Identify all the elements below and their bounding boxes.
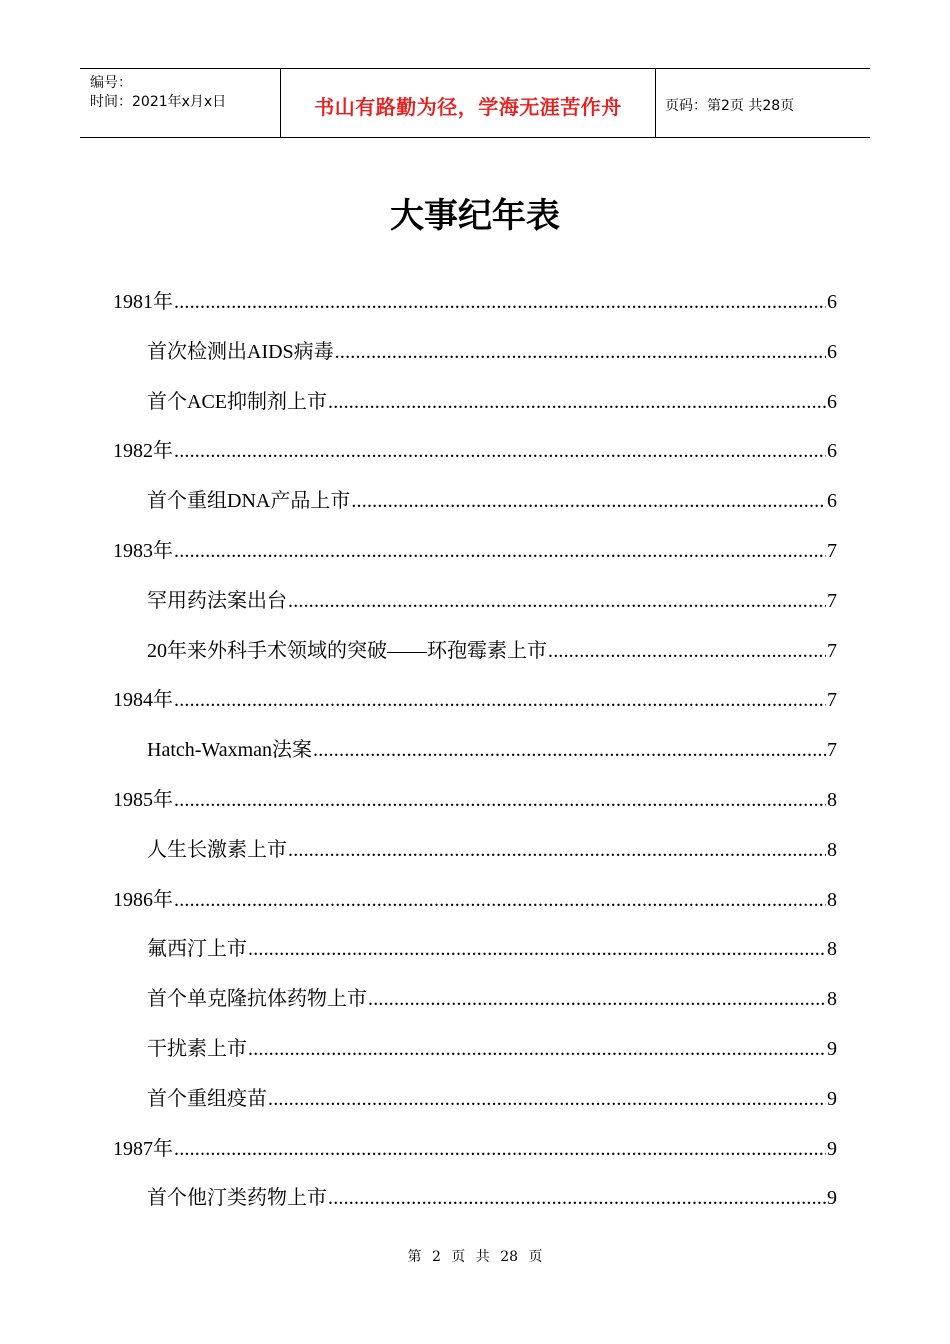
toc-entry[interactable] (147, 931, 837, 961)
toc-leader-dots (174, 888, 826, 912)
toc-entry-page: 6 (827, 440, 837, 463)
toc-entry-page: 6 (827, 490, 837, 513)
toc-leader-dots (313, 738, 826, 762)
toc-entry-page: 8 (827, 938, 837, 961)
toc-leader-dots (548, 639, 826, 663)
toc-entry[interactable] (147, 334, 837, 364)
toc-entry-title: 干扰素上市 (147, 1038, 247, 1060)
page-title: 大事纪年表 (390, 196, 560, 236)
toc-entry-page: 6 (827, 291, 837, 313)
toc-leader-dots (368, 987, 826, 1011)
page-header (80, 68, 870, 138)
toc-entry-page: 9 (827, 1137, 837, 1160)
document-time-label: 时间：2021年x月x日 (90, 94, 227, 110)
toc-entry[interactable] (147, 583, 837, 613)
toc-entry-page: 6 (827, 340, 837, 363)
toc-entry-page: 8 (827, 838, 837, 861)
header-motto-cell (280, 69, 656, 137)
toc-entry-title: 1983年 (113, 540, 173, 562)
toc-leader-dots (328, 1186, 826, 1210)
toc-entry-title: Hatch-Waxman法案 (147, 739, 312, 762)
toc-entry-page: 8 (827, 988, 837, 1011)
toc-leader-dots (174, 290, 826, 314)
toc-entry-page: 9 (827, 1187, 837, 1210)
toc-leader-dots (248, 1037, 826, 1061)
toc-entry[interactable] (113, 782, 837, 812)
toc-entry-title: 罕用药法案出台 (147, 589, 287, 612)
toc-entry-title: 首个单克隆抗体药物上市 (147, 988, 367, 1011)
toc-entry[interactable] (147, 1031, 837, 1061)
toc-entry-page: 9 (827, 1038, 837, 1060)
header-page-label: 页码：第2页 共28页 (665, 98, 795, 114)
toc-entry[interactable] (147, 1180, 837, 1210)
toc-entry-title: 1987年 (113, 1137, 173, 1160)
toc-entry[interactable] (147, 732, 837, 762)
toc-leader-dots (174, 1137, 826, 1161)
toc-entry[interactable] (113, 882, 837, 912)
toc-entry-page: 6 (827, 390, 837, 413)
toc-entry-title: 1982年 (113, 440, 173, 463)
toc-entry-title: 人生长激素上市 (147, 838, 287, 861)
toc-entry-title: 首个重组疫苗 (147, 1087, 267, 1110)
toc-entry-page: 7 (827, 639, 837, 662)
toc-entry[interactable] (113, 682, 837, 712)
toc-leader-dots (174, 788, 826, 812)
toc-entry[interactable] (147, 633, 837, 663)
header-info-cell (80, 69, 280, 137)
toc-entry-page: 8 (827, 789, 837, 811)
toc-entry[interactable] (113, 533, 837, 563)
toc-leader-dots (288, 838, 826, 862)
toc-entry-title: 氟西汀上市 (147, 938, 247, 961)
toc-entry-page: 7 (827, 739, 837, 762)
toc-entry[interactable] (147, 981, 837, 1011)
toc-entry-title: 1984年 (113, 689, 173, 712)
toc-leader-dots (174, 688, 826, 712)
toc-entry-title: 首个ACE抑制剂上市 (147, 390, 327, 413)
toc-leader-dots (268, 1087, 826, 1111)
toc-entry[interactable] (147, 1081, 837, 1111)
toc-entry[interactable] (147, 384, 837, 414)
toc-entry[interactable] (113, 433, 837, 463)
toc-leader-dots (328, 390, 826, 414)
toc-entry-page: 7 (827, 589, 837, 612)
toc-entry-page: 7 (827, 689, 837, 712)
toc-entry-title: 1985年 (113, 789, 173, 811)
document-number-label: 编号： (90, 75, 132, 91)
toc-entry-page: 8 (827, 888, 837, 911)
toc-entry-title: 首次检测出AIDS病毒 (147, 340, 334, 363)
toc-leader-dots (335, 340, 826, 364)
toc-entry-page: 9 (827, 1087, 837, 1110)
toc-entry-title: 1986年 (113, 888, 173, 911)
toc-entry[interactable] (147, 832, 837, 862)
toc-entry-title: 首个重组DNA产品上市 (147, 490, 351, 513)
toc-leader-dots (351, 489, 826, 513)
toc-entry-title: 20年来外科手术领域的突破——环孢霉素上市 (147, 639, 547, 662)
toc-entry-page: 7 (827, 540, 837, 562)
toc-entry-title: 1981年 (113, 291, 173, 313)
header-page-cell (655, 69, 870, 137)
toc-leader-dots (288, 589, 826, 613)
toc-entry-title: 首个他汀类药物上市 (147, 1187, 327, 1210)
toc-leader-dots (174, 539, 826, 563)
toc-entry[interactable] (147, 483, 837, 513)
header-motto: 书山有路勤为径，学海无涯苦作舟 (314, 95, 622, 119)
toc-leader-dots (174, 439, 826, 463)
toc-entry[interactable] (113, 284, 837, 314)
toc-entry[interactable] (113, 1131, 837, 1161)
toc-leader-dots (248, 937, 826, 961)
page-footer: 第 2 页 共 28 页 (407, 1249, 543, 1265)
